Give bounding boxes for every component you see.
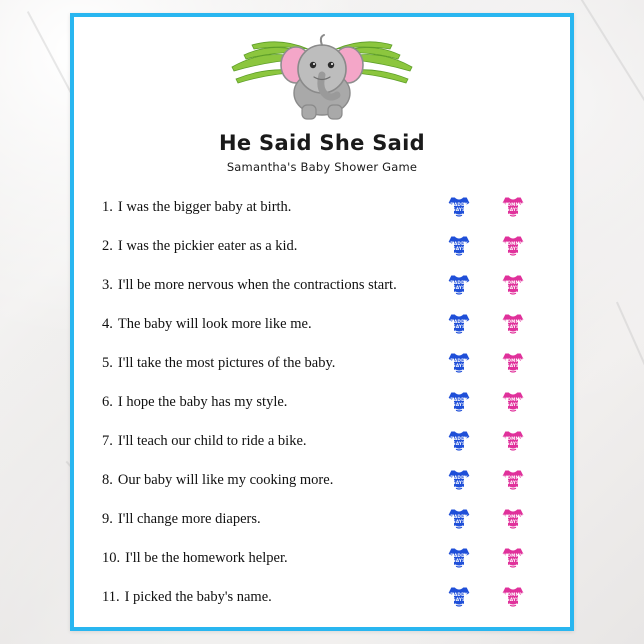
onesie-label-line2: SAYS [506,245,520,251]
question-number: 8. [102,472,113,488]
onesie-label-line2: SAYS [452,362,466,368]
onesie-label-line1: DADDY [450,591,468,597]
question-number: 6. [102,394,113,410]
question-number: 4. [102,316,113,332]
onesie-label-line2: SAYS [506,284,520,290]
question-number: 7. [102,433,113,449]
question-text: I'll change more diapers. [117,511,261,527]
onesie-label-line2: SAYS [452,284,466,290]
page-subtitle: Samantha's Baby Shower Game [226,160,418,174]
onesie-label-line1: MOMMY [502,552,524,558]
onesie-label-line1: DADDY [450,201,468,207]
onesie-label-line2: SAYS [452,401,466,407]
question-text: I picked the baby's name. [124,589,272,605]
onesie-label-line1: MOMMY [502,279,524,285]
onesie-label-line1: DADDY [450,240,468,246]
onesie-checkbox-mommy[interactable] [498,271,528,301]
marble-vein [566,0,644,146]
onesie-label-line1: MOMMY [502,201,524,207]
onesie-label-line2: SAYS [506,596,520,602]
question-row [102,344,432,383]
question-row [102,383,432,422]
question-number: 11. [102,589,120,605]
answer-row [444,305,564,344]
onesie-checkbox-daddy[interactable] [444,193,474,223]
question-row [102,461,432,500]
onesie-checkbox-daddy[interactable] [444,427,474,457]
onesie-checkbox-mommy[interactable] [498,193,528,223]
question-row [102,227,432,266]
answer-row [444,383,564,422]
onesie-label-line2: SAYS [452,440,466,446]
answer-row [444,500,564,539]
question-text: I'll be the homework helper. [125,550,288,566]
answer-column-list [444,188,564,617]
onesie-checkbox-daddy[interactable] [444,310,474,340]
onesie-checkbox-daddy[interactable] [444,232,474,262]
answer-row [444,578,564,617]
onesie-label-line2: SAYS [452,206,466,212]
marble-vein [616,302,644,540]
question-number: 10. [102,550,121,566]
question-row [102,578,432,617]
onesie-checkbox-mommy[interactable] [498,310,528,340]
answer-row [444,539,564,578]
onesie-label-line1: DADDY [450,357,468,363]
onesie-label-line1: MOMMY [502,591,524,597]
onesie-label-line2: SAYS [506,401,520,407]
onesie-checkbox-mommy[interactable] [498,466,528,496]
answer-row [444,188,564,227]
onesie-label-line1: MOMMY [502,513,524,519]
question-text: I'll be more nervous when the contractions start. [117,277,397,293]
onesie-label-line1: MOMMY [502,474,524,480]
game-sheet [70,13,574,631]
onesie-checkbox-daddy[interactable] [444,388,474,418]
question-row [102,539,432,578]
onesie-label-line2: SAYS [506,479,520,485]
question-row [102,305,432,344]
onesie-checkbox-daddy[interactable] [444,583,474,613]
onesie-checkbox-daddy[interactable] [444,466,474,496]
onesie-label-line2: SAYS [506,323,520,329]
onesie-label-line2: SAYS [506,206,520,212]
onesie-checkbox-mommy[interactable] [498,505,528,535]
onesie-label-line2: SAYS [506,518,520,524]
onesie-checkbox-mommy[interactable] [498,388,528,418]
onesie-label-line1: DADDY [450,396,468,402]
question-number: 2. [102,238,113,254]
onesie-label-line1: DADDY [450,474,468,480]
question-row [102,266,432,305]
onesie-checkbox-mommy[interactable] [498,544,528,574]
onesie-label-line1: DADDY [450,318,468,324]
question-number: 1. [102,199,113,215]
onesie-label-line2: SAYS [452,596,466,602]
question-text: I'll take the most pictures of the baby. [117,355,336,371]
question-row [102,188,432,227]
elephant-artwork [74,17,570,127]
question-text: I'll teach our child to ride a bike. [117,433,307,449]
onesie-label-line2: SAYS [506,362,520,368]
question-text: I was the bigger baby at birth. [117,199,292,215]
question-row [102,422,432,461]
onesie-checkbox-mommy[interactable] [498,427,528,457]
onesie-label-line2: SAYS [506,440,520,446]
question-text: I was the pickier eater as a kid. [117,238,298,254]
onesie-label-line1: MOMMY [502,396,524,402]
question-row [102,500,432,539]
onesie-checkbox-mommy[interactable] [498,232,528,262]
answer-row [444,344,564,383]
onesie-label-line1: DADDY [450,513,468,519]
onesie-checkbox-mommy[interactable] [498,349,528,379]
page-title: He Said She Said [219,131,425,155]
onesie-checkbox-daddy[interactable] [444,271,474,301]
game-content [74,188,570,618]
onesie-label-line2: SAYS [452,518,466,524]
onesie-label-line2: SAYS [452,557,466,563]
onesie-label-line1: MOMMY [502,357,524,363]
onesie-checkbox-mommy[interactable] [498,583,528,613]
onesie-label-line2: SAYS [452,323,466,329]
onesie-label-line1: DADDY [450,552,468,558]
question-text: I hope the baby has my style. [117,394,288,410]
question-text: The baby will look more like me. [117,316,312,332]
onesie-label-line1: MOMMY [502,240,524,246]
question-number: 9. [102,511,113,527]
onesie-label-line1: DADDY [450,279,468,285]
question-list [102,188,432,617]
elephant-icon [222,17,422,127]
question-number: 5. [102,355,113,371]
onesie-label-line2: SAYS [506,557,520,563]
onesie-checkbox-daddy[interactable] [444,544,474,574]
answer-row [444,266,564,305]
question-text: Our baby will like my cooking more. [117,472,334,488]
onesie-label-line2: SAYS [452,479,466,485]
answer-row [444,227,564,266]
question-number: 3. [102,277,113,293]
onesie-label-line1: DADDY [450,435,468,441]
onesie-label-line1: MOMMY [502,318,524,324]
onesie-label-line1: MOMMY [502,435,524,441]
onesie-checkbox-daddy[interactable] [444,505,474,535]
answer-row [444,422,564,461]
onesie-checkbox-daddy[interactable] [444,349,474,379]
onesie-label-line2: SAYS [452,245,466,251]
answer-row [444,461,564,500]
